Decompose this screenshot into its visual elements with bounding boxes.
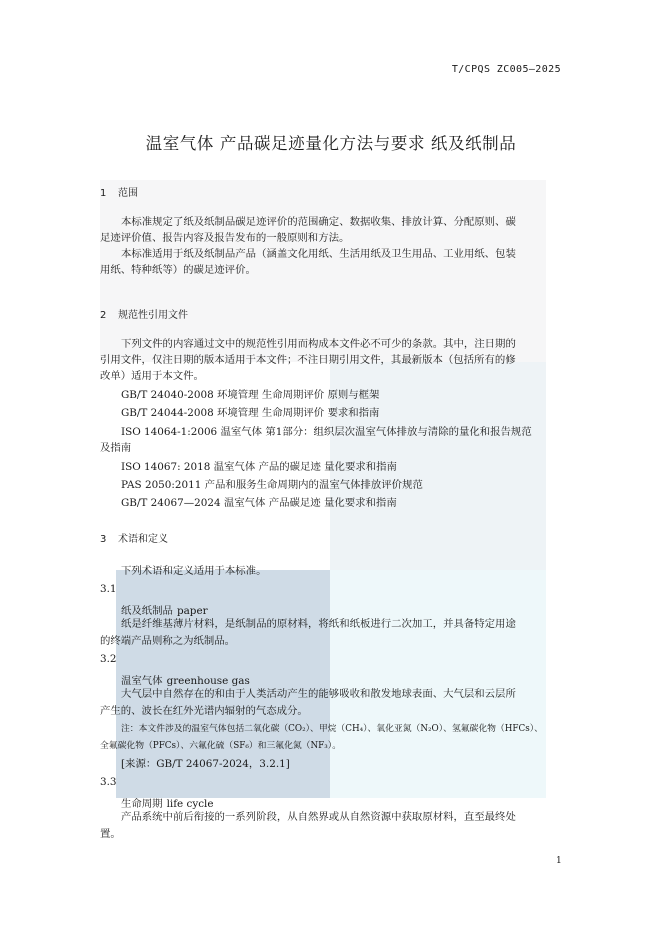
reference-item: 及指南 — [100, 442, 132, 454]
section-number: 2 — [100, 310, 107, 321]
paragraph-line: 下列文件的内容通过文中的规范性引用而构成本文件必不可少的条款。其中，注日期的 — [121, 338, 516, 350]
definition-line: 产品系统中前后衔接的一系列阶段，从自然界或从自然资源中获取原材料，直至最终处 — [121, 811, 516, 823]
page-number: 1 — [556, 856, 562, 866]
doc-code: T/CPQS ZC005—2025 — [451, 64, 561, 75]
definition-line: 的终端产品则称之为纸制品。 — [100, 635, 236, 647]
reference-item: ISO 14064-1:2006 温室气体 第1部分：组织层次温室气体排放与清除的量化和报告规范 — [121, 426, 532, 438]
paragraph-line: 本标准规定了纸及纸制品碳足迹评价的范围确定、数据收集、排放计算、分配原则、碳 — [121, 216, 516, 228]
definition-line: 大气层中自然存在的和由于人类活动产生的能够吸收和散发地球表面、大气层和云层所 — [121, 688, 516, 700]
term-number: 3.3 — [100, 776, 117, 788]
section-title: 术语和定义 — [118, 534, 168, 545]
term-number: 3.2 — [100, 653, 117, 665]
note-label: 注： — [121, 724, 139, 734]
definition-line: 置。 — [100, 828, 121, 840]
section-heading-1 — [100, 184, 138, 199]
reference-item: PAS 2050:2011 产品和服务生命周期内的温室气体排放评价规范 — [121, 479, 423, 491]
reference-item: ISO 14067: 2018 温室气体 产品的碳足迹 量化要求和指南 — [121, 461, 397, 473]
section-title: 范围 — [118, 188, 138, 199]
term-chinese: 纸及纸制品 — [121, 605, 173, 617]
section-heading-2 — [100, 306, 188, 321]
section-number: 1 — [100, 188, 107, 199]
reference-item: GB/T 24040-2008 环境管理 生命周期评价 原则与框架 — [121, 389, 380, 401]
page-title: 温室气体 产品碳足迹量化方法与要求 纸及纸制品 — [145, 134, 517, 153]
reference-item: GB/T 24044-2008 环境管理 生命周期评价 要求和指南 — [121, 407, 380, 419]
definition-line: 纸是纤维基薄片材料，是纸制品的原材料，将纸和纸板进行二次加工，并具备特定用途 — [121, 618, 516, 630]
reference-item: GB/T 24067—2024 温室气体 产品碳足迹 量化要求和指南 — [121, 497, 397, 509]
paragraph-line: 引用文件，仅注日期的版本适用于本文件；不注日期引用文件，其最新版本（包括所有的修 — [100, 354, 516, 366]
term-english: life cycle — [166, 798, 214, 810]
source-citation: [来源：GB/T 24067-2024，3.2.1] — [121, 758, 290, 770]
note-text: 本文件涉及的温室气体包括二氧化碳（CO₂）、甲烷（CH₄）、氧化亚氮（N₂O）、氢氟碳化物（HFCs）、 — [138, 724, 543, 734]
paragraph-line: 用纸、特种纸等）的碳足迹评价。 — [100, 264, 256, 276]
paragraph-line: 下列术语和定义适用于本标准。 — [121, 565, 267, 577]
note-line: 全氟碳化物（PFCs）、六氟化硫（SF₆）和三氟化氮（NF₃）。 — [100, 741, 341, 751]
definition-line: 产生的、波长在红外光谱内辐射的气态成分。 — [100, 705, 308, 717]
paragraph-line: 足迹评价值、报告内容及报告发布的一般原则和方法。 — [100, 232, 350, 244]
note-line — [121, 722, 543, 736]
paragraph-line: 本标准适用于纸及纸制品产品（涵盖文化用纸、生活用纸及卫生用品、工业用纸、包装 — [121, 248, 516, 260]
term-english: greenhouse gas — [166, 675, 250, 687]
section-title: 规范性引用文件 — [118, 310, 188, 321]
section-number: 3 — [100, 534, 107, 545]
term-chinese: 温室气体 — [121, 675, 163, 687]
term-chinese: 生命周期 — [121, 798, 163, 810]
term-english: paper — [176, 605, 208, 617]
term-number: 3.1 — [100, 583, 117, 595]
section-heading-3 — [100, 530, 168, 545]
background-shade — [330, 570, 546, 798]
paragraph-line: 改单）适用于本文件。 — [100, 370, 204, 382]
